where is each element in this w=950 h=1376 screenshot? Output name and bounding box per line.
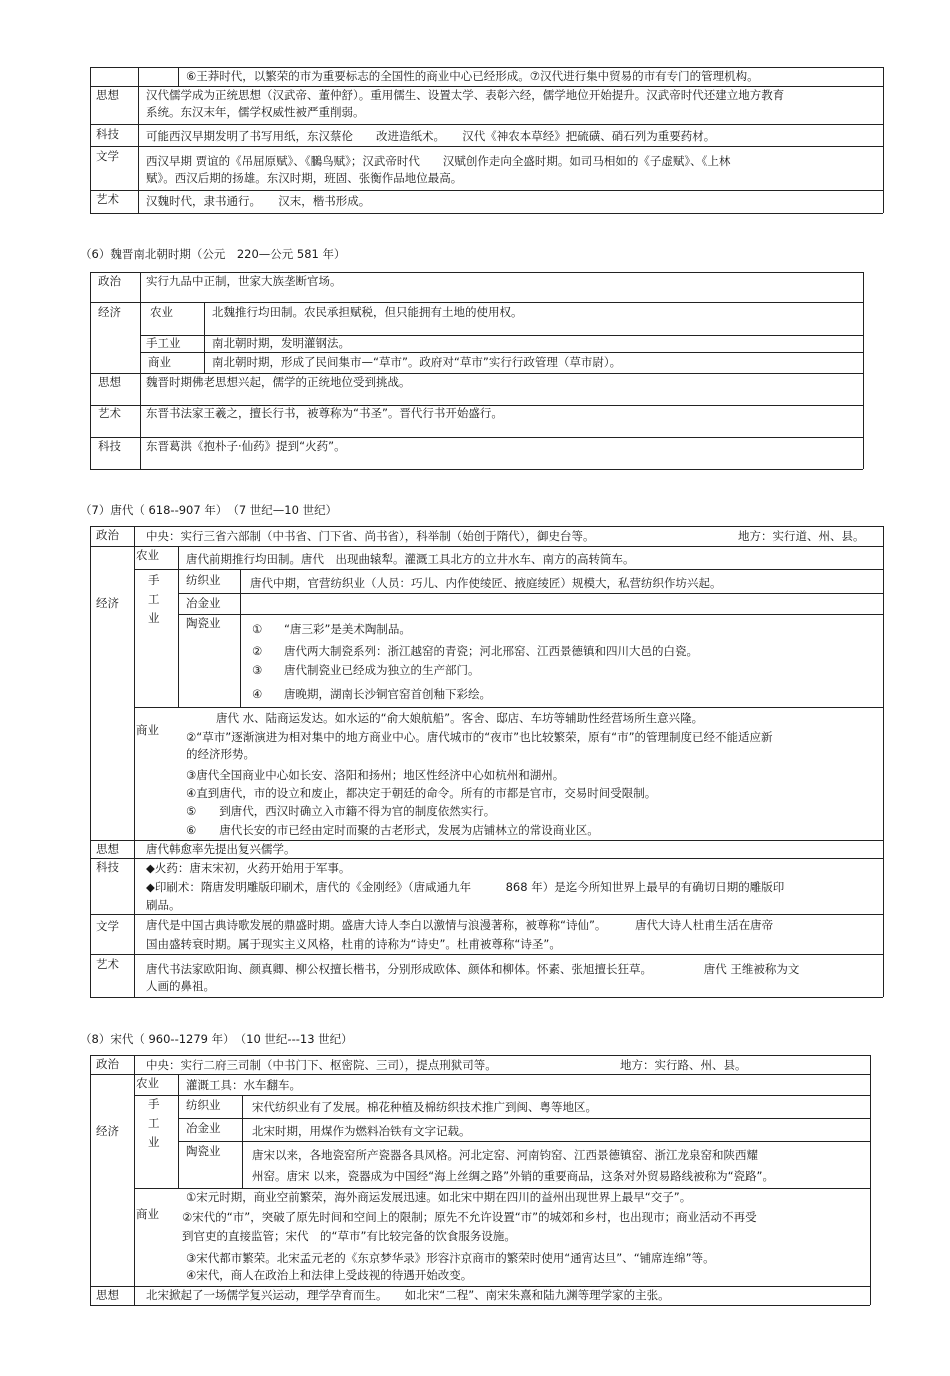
tang-textile-label: 纺织业	[186, 573, 221, 587]
tang-commerce-line-1: 唐代 水、陆商运发达。如水运的“俞大娘航船”。客舍、邸店、车坊等辅助性经营场所生意兴隆。	[216, 711, 704, 725]
song-agri-label: 农业	[136, 1076, 159, 1090]
weijin-economy-label: 经济	[98, 305, 121, 319]
section-6-heading: （6）魏晋南北朝时期（公元 220—公元 581 年）	[80, 247, 346, 261]
weijin-thought-label: 思想	[98, 375, 121, 389]
song-ceramic-line-1: 唐宋以来，各地瓷窑所产瓷器各具风格。河北定窑、河南钧窑、江西景德镇窑、浙江龙泉窑和陕西耀	[252, 1148, 758, 1162]
song-commerce-line-1: ①宋元时期，商业空前繁荣，海外商运发展迅速。如北宋中期在四川的益州出现世界上最早“交子”。	[186, 1190, 692, 1204]
tang-agri-label: 农业	[136, 548, 159, 562]
tang-commerce-line-6: ⑤ 到唐代，西汉时确立入市籍不得为官的制度依然实行。	[186, 804, 496, 818]
weijin-agri-text: 北魏推行均田制。农民承担赋税，但只能拥有土地的使用权。	[212, 305, 523, 319]
han-thought-text-1: 汉代儒学成为正统思想（汉武帝、董仲舒）。重用儒生、设置太学、表彰六经，儒学地位开始提升。汉武帝时代还建立地方教育	[146, 88, 785, 102]
song-politics-local: 地方：实行路、州、县。	[620, 1058, 747, 1072]
tang-art-line-1: 唐代书法家欧阳询、颜真卿、柳公权擅长楷书，分别形成欧体、颜体和柳体。怀素、张旭擅长狂草。 唐代 王维被称为文	[146, 962, 800, 976]
section-8-heading: （8）宋代（ 960--1279 年） （10 世纪---13 世纪）	[80, 1032, 353, 1046]
tang-handicraft-char-1: 手	[148, 573, 160, 587]
weijin-handicraft-label: 手工业	[146, 336, 181, 350]
song-commerce-label: 商业	[136, 1207, 159, 1221]
song-textile-label: 纺织业	[186, 1098, 221, 1112]
tang-ceramic-item-4: 唐晚期，湖南长沙铜官窑首创釉下彩绘。	[284, 687, 491, 701]
tang-agri-text: 唐代前期推行均田制。唐代 出现曲辕犁。灌溉工具北方的立井水车、南方的高转筒车。	[186, 552, 635, 566]
tang-tech-label: 科技	[96, 860, 119, 874]
song-commerce-line-5: ④宋代，商人在政治上和法律上受歧视的待遇开始改变。	[186, 1268, 473, 1282]
song-economy-label: 经济	[96, 1124, 119, 1138]
han-lit-label: 文学	[96, 149, 119, 163]
weijin-tech-text: 东晋葛洪《抱朴子·仙药》提到“火药”。	[146, 439, 346, 453]
song-commerce-line-4: ③宋代都市繁荣。北宋孟元老的《东京梦华录》形容汴京商市的繁荣时使用“通宵达旦”、“铺席连绵”等。	[186, 1251, 715, 1265]
weijin-art-label: 艺术	[98, 406, 121, 420]
han-economy-line: ⑥王莽时代，以繁荣的市为重要标志的全国性的商业中心已经形成。⑦汉代进行集中贸易的市有专门的管理机构。	[186, 69, 759, 83]
weijin-politics-label: 政治	[98, 274, 121, 288]
tang-handicraft-char-2: 工	[148, 592, 160, 606]
song-commerce-line-2: ②宋代的“市”，突破了原先时间和空间上的限制；原先不允许设置“市”的城郊和乡村，也出现市；商业活动不再受	[182, 1210, 757, 1224]
tang-tech-line-1: ◆火药：唐末宋初，火药开始用于军事。	[146, 861, 351, 875]
tang-ceramic-num-2: ②	[252, 644, 263, 658]
tang-art-label: 艺术	[96, 957, 119, 971]
song-ceramic-label: 陶瓷业	[186, 1144, 221, 1158]
song-agri-text: 灌溉工具：水车翻车。	[186, 1078, 301, 1092]
weijin-handicraft-text: 南北朝时期，发明灌钢法。	[212, 336, 350, 350]
weijin-commerce-text: 南北朝时期，形成了民间集市—“草市”。政府对“草市”实行行政管理（草市尉）。	[212, 355, 622, 369]
tang-ceramic-item-3: 唐代制瓷业已经成为独立的生产部门。	[284, 663, 480, 677]
tang-lit-label: 文学	[96, 919, 119, 933]
song-metal-text: 北宋时期，用煤作为燃料冶铁有文字记载。	[252, 1124, 471, 1138]
han-lit-text-2: 赋》。西汉后期的扬雄。东汉时期，班固、张衡作品地位最高。	[146, 171, 463, 185]
song-textile-text: 宋代纺织业有了发展。棉花种植及棉纺织技术推广到闽、粤等地区。	[252, 1100, 597, 1114]
song-ceramic-line-2: 州窑。唐宋 以来，瓷器成为中国经“海上丝绸之路”外销的重要商品，这条对外贸易路线被称为“瓷路”。	[252, 1169, 774, 1183]
tang-art-line-2: 人画的鼻祖。	[146, 979, 215, 993]
tang-tech-line-2: ◆印刷术：隋唐发明雕版印刷术，唐代的《金刚经》（唐咸通九年 868 年）是迄今所知世界上最早的有确切日期的雕版印	[146, 880, 785, 894]
song-politics-text: 中央：实行二府三司制（中书门下、枢密院、三司），提点刑狱司等。	[146, 1058, 497, 1072]
weijin-commerce-label: 商业	[148, 355, 171, 369]
song-handicraft-char-2: 工	[148, 1116, 160, 1130]
song-metal-label: 冶金业	[186, 1121, 221, 1135]
tang-ceramic-item-2: 唐代两大制瓷系列：浙江越窑的青瓷；河北邢窑、江西景德镇和四川大邑的白瓷。	[284, 644, 698, 658]
han-tech-text: 可能西汉早期发明了书写用纸，东汉蔡伦 改进造纸术。 汉代《神农本草经》把硫磺、硝石列为重要药材。	[146, 129, 716, 143]
section-7-heading: （7）唐代（ 618--907 年） （7 世纪—10 世纪）	[80, 503, 338, 517]
han-thought-label: 思想	[96, 88, 119, 102]
song-politics-label: 政治	[96, 1057, 119, 1071]
tang-handicraft-char-3: 业	[148, 611, 160, 625]
han-art-label: 艺术	[96, 192, 119, 206]
tang-ceramic-label: 陶瓷业	[186, 616, 221, 630]
weijin-agri-label: 农业	[150, 305, 173, 319]
tang-commerce-line-7: ⑥ 唐代长安的市已经由定时而聚的古老形式，发展为店铺林立的常设商业区。	[186, 823, 599, 837]
tang-ceramic-num-4: ④	[252, 687, 263, 701]
weijin-politics-text: 实行九品中正制，世家大族垄断官场。	[146, 274, 342, 288]
tang-commerce-line-4: ③唐代全国商业中心如长安、洛阳和扬州；地区性经济中心如杭州和湖州。	[186, 768, 565, 782]
tang-commerce-line-3: 的经济形势。	[186, 747, 255, 761]
tang-tech-line-3: 刷品。	[146, 898, 181, 912]
tang-commerce-label: 商业	[136, 723, 159, 737]
tang-ceramic-num-3: ③	[252, 663, 263, 677]
song-thought-text: 北宋掀起了一场儒学复兴运动，理学孕育而生。 如北宋“二程”、南宋朱熹和陆九渊等理学家的主张。	[146, 1288, 670, 1302]
tang-ceramic-num-1: ①	[252, 622, 263, 636]
tang-politics-text: 中央：实行三省六部制（中书省、门下省、尚书省），科举制（始创于隋代），御史台等。	[146, 529, 595, 543]
tang-lit-line-2: 国由盛转衰时期。属于现实主义风格，杜甫的诗称为“诗史”。杜甫被尊称“诗圣”。	[146, 937, 561, 951]
tang-thought-label: 思想	[96, 842, 119, 856]
weijin-art-text: 东晋书法家王羲之，擅长行书，被尊称为“书圣”。晋代行书开始盛行。	[146, 406, 503, 420]
tang-economy-label: 经济	[96, 596, 119, 610]
song-thought-label: 思想	[96, 1288, 119, 1302]
han-art-text: 汉魏时代，隶书通行。 汉末，楷书形成。	[146, 194, 371, 208]
han-tech-label: 科技	[96, 127, 119, 141]
tang-thought-text: 唐代韩愈率先提出复兴儒学。	[146, 842, 296, 856]
tang-commerce-line-2: ②“草市”逐渐演进为相对集中的地方商业中心。唐代城市的“夜市”也比较繁荣，原有“市”的管理制度已经不能适应新	[186, 730, 773, 744]
han-lit-text-1: 西汉早期 贾谊的《吊屈原赋》、《鵩鸟赋》；汉武帝时代 汉赋创作走向全盛时期。如司马相如的《子虚赋》、《上林	[146, 154, 731, 168]
tang-metal-label: 冶金业	[186, 596, 221, 610]
tang-ceramic-item-1: “唐三彩”是美术陶制品。	[284, 622, 411, 636]
tang-politics-local: 地方：实行道、州、县。	[738, 529, 865, 543]
tang-commerce-line-5: ④直到唐代，市的设立和废止，都决定于朝廷的命令。所有的市都是官市，交易时间受限制。	[186, 786, 657, 800]
song-handicraft-char-1: 手	[148, 1097, 160, 1111]
tang-textile-text: 唐代中期，官营纺织业（人员：巧儿、内作使绫匠、掖庭绫匠）规模大，私营纺织作坊兴起。	[250, 576, 722, 590]
song-handicraft-char-3: 业	[148, 1135, 160, 1149]
song-commerce-line-3: 到官吏的直接监管；宋代 的“草市”有比较完备的饮食服务设施。	[182, 1229, 516, 1243]
tang-politics-label: 政治	[96, 528, 119, 542]
tang-lit-line-1: 唐代是中国古典诗歌发展的鼎盛时期。盛唐大诗人李白以激情与浪漫著称，被尊称“诗仙”。 唐代大诗人杜甫生活在唐帝	[146, 918, 774, 932]
weijin-tech-label: 科技	[98, 439, 121, 453]
han-thought-text-2: 系统。东汉末年，儒学权威性被严重削弱。	[146, 105, 365, 119]
weijin-thought-text: 魏晋时期佛老思想兴起，儒学的正统地位受到挑战。	[146, 375, 411, 389]
